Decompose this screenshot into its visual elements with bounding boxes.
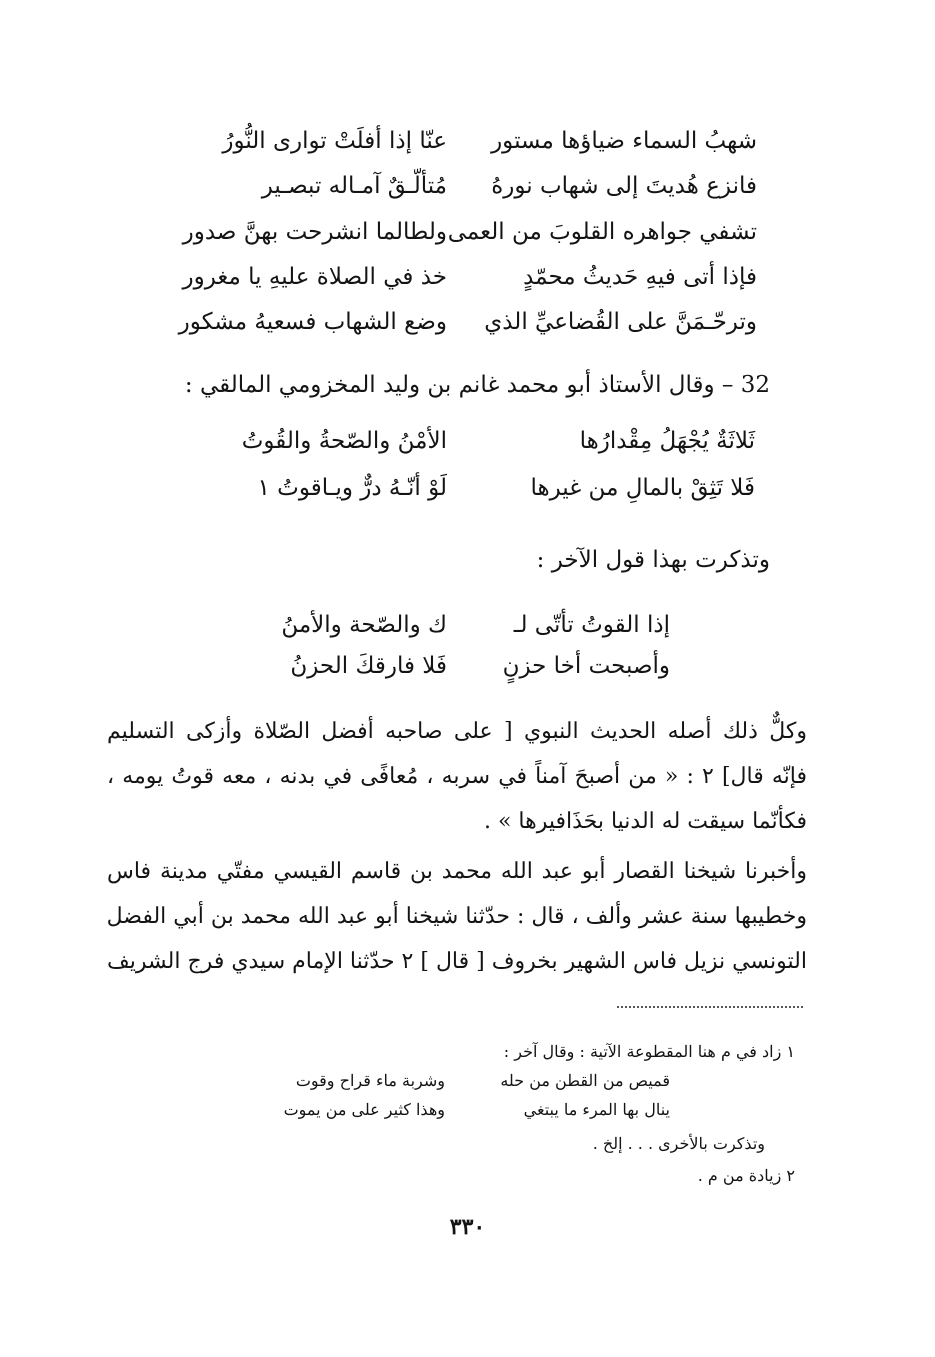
hemistich-left: وشربة ماء قراح وقوت — [295, 1071, 445, 1090]
hemistich-left: خذ في الصلاة عليهِ يا مغرور — [182, 264, 447, 290]
footnote-2: ٢ زيادة من م . — [697, 1166, 795, 1185]
paragraph-line: فإنّه قال] ٢ : « من أصبحَ آمناً في سربه ، مُعافًى في بدنه ، معه قوتُ يومه ، — [107, 764, 807, 789]
poem-2-verse-1 — [0, 418, 935, 464]
paragraph-line: وأخبرنا شيخنا القصار أبو عبد الله محمد بن قاسم القيسي مفتّي مدينة فاس — [107, 859, 807, 884]
footnote-1-intro: ١ زاد في م هنا المقطوعة الآتية : وقال آخر : — [503, 1042, 795, 1061]
footnote-1-verse-1 — [0, 1065, 935, 1097]
hemistich-right: فإذا أتى فيهِ حَديثُ محمّدٍ — [523, 264, 757, 290]
footnote-separator — [617, 1006, 803, 1008]
hemistich-right: وترحّـمَنَّ على القُضاعيِّ الذي — [484, 309, 757, 335]
hemistich-left: ولطالما انشرحت بهنَّ صدور — [182, 219, 447, 245]
hemistich-left: لَوْ أنّـهُ درٌّ ويـاقوتُ ١ — [257, 475, 447, 501]
hemistich-left: وضع الشهاب فسعيهُ مشكور — [178, 309, 447, 335]
hemistich-left: ك والصّحة والأمنُ — [281, 612, 447, 638]
poem-3-verse-1 — [0, 602, 935, 648]
paragraph-line: التونسي نزيل فاس الشهير بخروف [ قال ] ٢ حدّثنا الإمام سيدي فرج الشريف — [107, 949, 807, 974]
hemistich-right: فَلا تَثِقْ بالمالِ من غيرها — [530, 475, 755, 501]
hemistich-right: ينال بها المرء ما يبتغي — [523, 1100, 670, 1119]
poem-1-verse-1 — [0, 118, 935, 164]
hemistich-left: عنّا إذا أفلَتْ توارى النُّورُ — [222, 128, 447, 154]
hemistich-right: ثَلاثَةٌ يُجْهَلُ مِقْدارُها — [579, 428, 755, 454]
hemistich-left: وهذا كثير على من يموت — [283, 1100, 445, 1119]
hemistich-left: الأمْنُ والصّحةُ والقُوتُ — [241, 428, 447, 454]
hemistich-left: مُتألّـقٌ آمـاله تبصـير — [261, 173, 447, 199]
hemistich-right: فانزع هُديتَ إلى شهاب نورهُ — [491, 173, 757, 199]
paragraph-line: وكلٌّ ذلك أصله الحديث النبوي [ على صاحبه أفضل الصّلاة وأزكى التسليم — [107, 719, 807, 744]
poem-1-verse-2 — [0, 163, 935, 209]
poem-2-verse-2 — [0, 465, 935, 511]
paragraph-line: فكأنّما سيقت له الدنيا بحَذَافيرها » . — [483, 809, 807, 834]
section-heading: 32 – وقال الأستاذ أبو محمد غانم بن وليد المخزومي المالقي : — [184, 372, 770, 398]
footnote-1-end: وتذكرت بالأخرى . . . إلخ . — [592, 1134, 765, 1153]
hemistich-right: إذا القوتُ تأتّى لـ — [513, 612, 670, 638]
poem-1-verse-3 — [0, 209, 935, 255]
poem-3-verse-2 — [0, 643, 935, 689]
hemistich-right: قميص من القطن من حله — [500, 1071, 670, 1090]
poem-1-verse-5 — [0, 299, 935, 345]
hemistich-left: فَلا فارقكَ الحزنُ — [290, 653, 447, 679]
hemistich-right: وأصبحت أخا حزنٍ — [502, 653, 670, 679]
paragraph-line: وخطيبها سنة عشر وألف ، قال : حدّثنا شيخنا أبو عبد الله محمد بن أبي الفضل — [107, 904, 807, 929]
poem-1-verse-4 — [0, 254, 935, 300]
footnote-1-verse-2 — [0, 1094, 935, 1126]
hemistich-right: شهبُ السماء ضياؤها مستور — [491, 128, 757, 154]
hemistich-right: تشفي جواهره القلوبَ من العمى — [447, 219, 757, 245]
intro-line: وتذكرت بهذا قول الآخر : — [536, 547, 770, 573]
page-number: ٣٣٠ — [449, 1214, 486, 1240]
